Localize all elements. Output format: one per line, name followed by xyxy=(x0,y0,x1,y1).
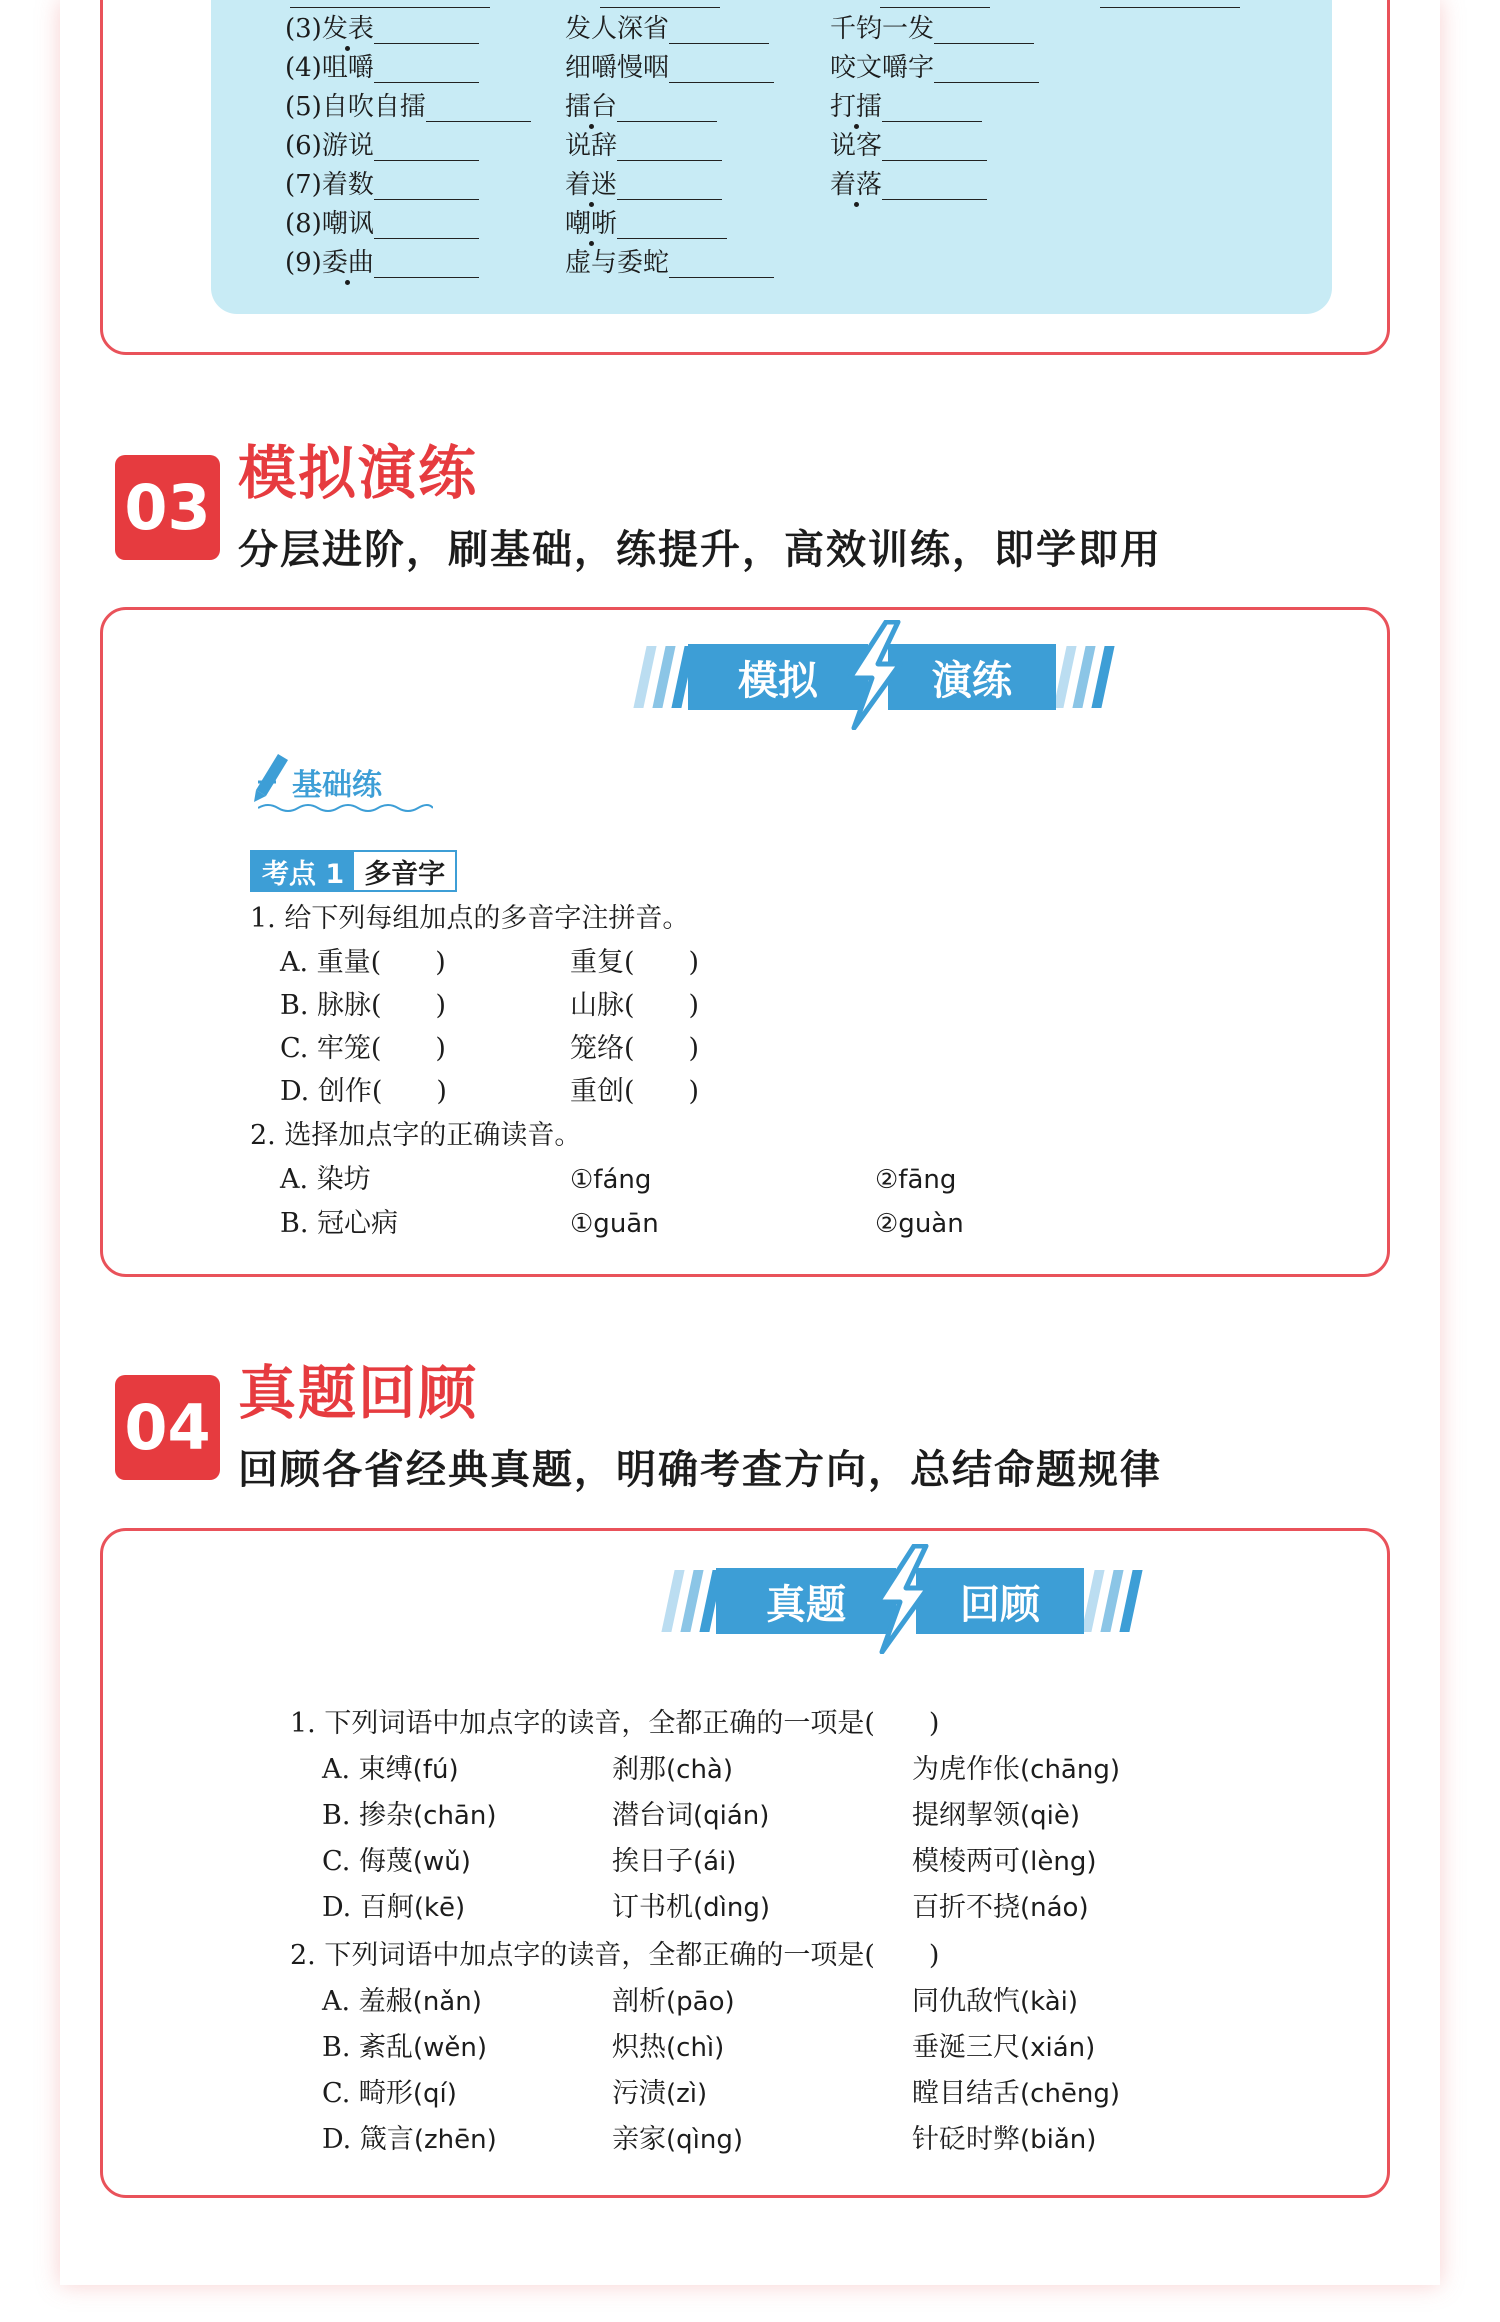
q1-option: 模棱两可(lèng) xyxy=(912,1846,1097,1877)
banner-right: 演练 xyxy=(888,644,1056,710)
section-title: 真题回顾 xyxy=(238,1359,479,1427)
section-number: 04 xyxy=(115,1375,220,1480)
question-2: 2. 下列词语中加点字的读音，全都正确的一项是( ) xyxy=(290,1940,940,1971)
vocab-row: (6)游说 xyxy=(285,131,479,161)
q1-option: B. 掺杂(chān) xyxy=(322,1800,497,1831)
banner-right: 回顾 xyxy=(916,1568,1084,1634)
q2-option: B. 紊乱(wěn) xyxy=(322,2032,488,2063)
q2-option: 针砭时弊(biǎn) xyxy=(912,2124,1097,2155)
q2-option: 污渍(zì) xyxy=(612,2078,708,2109)
q2-option: D. 箴言(zhēn) xyxy=(322,2124,497,2155)
practice-banner xyxy=(640,628,1110,718)
vocab-row: (7)着数 xyxy=(285,170,479,200)
vocab-row: (9)委曲 xyxy=(285,248,479,278)
q1-option: C. 牢笼( ) xyxy=(280,1033,446,1064)
question-1: 1. 下列词语中加点字的读音，全都正确的一项是( ) xyxy=(290,1708,940,1739)
q1-option: D. 创作( ) xyxy=(280,1076,447,1107)
q1-option: 刹那(chà) xyxy=(612,1754,733,1785)
q2-option: 瞠目结舌(chēng) xyxy=(912,2078,1121,2109)
q1-option: 为虎作伥(chāng) xyxy=(912,1754,1120,1785)
q1-option: 潜台词(qián) xyxy=(612,1800,770,1831)
q2-option: 剖析(pāo) xyxy=(612,1986,735,2017)
q1-option: B. 脉脉( ) xyxy=(280,990,447,1021)
q2-option: 垂涎三尺(xián) xyxy=(912,2032,1096,2063)
pencil-icon xyxy=(250,752,290,804)
vocab-row: (3)发表 xyxy=(285,14,479,44)
vocab-row: (4)咀嚼 xyxy=(285,53,479,83)
q2-option: 炽热(chì) xyxy=(612,2032,725,2063)
q1-option: 重复( ) xyxy=(570,947,700,978)
q1-option: 笼络( ) xyxy=(570,1033,700,1064)
q1-option: C. 侮蔑(wǔ) xyxy=(322,1846,471,1877)
q1-option: A. 重量( ) xyxy=(280,947,446,978)
section-subtitle: 回顾各省经典真题，明确考查方向，总结命题规律 xyxy=(238,1447,1162,1493)
lightning-icon xyxy=(856,1544,946,1654)
section-number: 03 xyxy=(115,455,220,560)
q2-option: A. 染坊 xyxy=(280,1164,371,1195)
question-2: 2. 选择加点字的正确读音。 xyxy=(250,1120,582,1151)
review-banner xyxy=(668,1552,1138,1642)
q1-option: 订书机(dìng) xyxy=(612,1892,770,1923)
section-title: 模拟演练 xyxy=(238,439,479,507)
q1-option: 山脉( ) xyxy=(570,990,700,1021)
q2-option: B. 冠心病 xyxy=(280,1208,399,1239)
q1-option: 提纲挈领(qiè) xyxy=(912,1800,1081,1831)
q2-choice: ②guàn xyxy=(875,1209,964,1239)
topic-tag: 考点 1 多音字 xyxy=(250,850,457,892)
vocab-row: (8)嘲讽 xyxy=(285,209,479,239)
banner-left: 模拟 xyxy=(688,644,868,710)
vocab-row: (5)自吹自擂 xyxy=(285,92,531,122)
q2-choice: ①fáng xyxy=(570,1165,652,1195)
q2-option: A. 羞赧(nǎn) xyxy=(322,1986,482,2017)
q1-option: 百折不挠(náo) xyxy=(912,1892,1089,1923)
q2-option: 亲家(qìng) xyxy=(612,2124,743,2155)
q2-option: 同仇敌忾(kài) xyxy=(912,1986,1079,2017)
q2-choice: ②fāng xyxy=(875,1165,957,1195)
q2-option: C. 畸形(qí) xyxy=(322,2078,457,2109)
level-heading: 基础练 xyxy=(250,752,440,812)
q1-option: A. 束缚(fú) xyxy=(322,1754,459,1785)
wave-underline xyxy=(258,802,433,814)
lightning-icon xyxy=(828,620,918,730)
q1-option: 挨日子(ái) xyxy=(612,1846,737,1877)
q1-option: D. 百舸(kē) xyxy=(322,1892,466,1923)
section-subtitle: 分层进阶，刷基础，练提升，高效训练，即学即用 xyxy=(238,527,1162,573)
q1-option: 重创( ) xyxy=(570,1076,700,1107)
question-1: 1. 给下列每组加点的多音字注拼音。 xyxy=(250,903,690,934)
banner-left: 真题 xyxy=(716,1568,896,1634)
q2-choice: ①guān xyxy=(570,1209,659,1239)
